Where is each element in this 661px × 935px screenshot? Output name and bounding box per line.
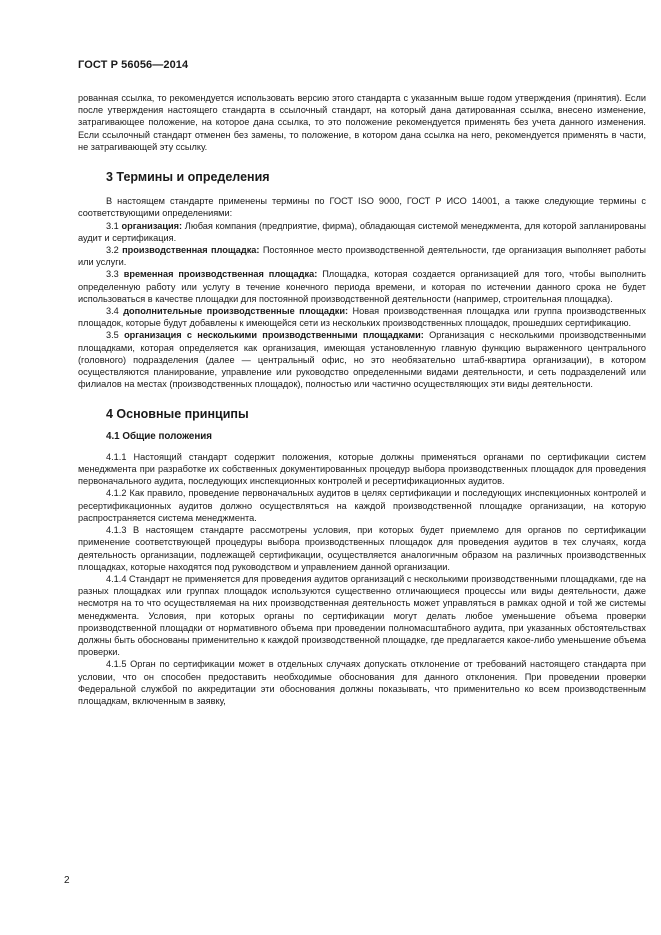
section-4-title: 4 Основные принципы: [106, 407, 249, 422]
section-3-title: 3 Термины и определения: [106, 170, 270, 185]
term-name: дополнительные производственные площадки:: [123, 306, 349, 317]
term-3-1: 3.1 организация: Любая компания (предприятие, фирма), обладающая системой менеджмента, для которой запланированы аудит и сертификация.: [78, 220, 647, 243]
intro-tail-paragraph: рованная ссылка, то рекомендуется использовать версию этого стандарта с указанным выше годом утверждения (принятия). Если после утверждения настоящего стандарта в ссылочный стандарт, на который дана датированная ссылка, внесено изменение, затрагивающее положение, на которое дана ссылка, то это положение рекомендуется применять без учета данного изменения. Если ссылочный стандарт отменен без замены, то положение, в котором дана ссылка на него, рекомендуется применять в части, не затрагивающей эту ссылку.: [78, 93, 646, 152]
section-4-1-title: 4.1 Общие положения: [106, 430, 213, 442]
term-name: временная производственная площадка:: [123, 269, 318, 280]
term-3-3: 3.3 временная производственная площадка: Площадка, которая создается организацией для того, чтобы выполнить определенную работу или услугу в течение конечного периода времени, и которая по истечении данного срока не будет использоваться в качестве площадки для постоянной производственной деятельности (например, строительная площадка).: [78, 269, 647, 304]
paragraph-4-1-1: 4.1.1 Настоящий стандарт содержит положения, которые должны применяться органами по сертификации систем менеджмента при разработке их собственных документированных процедур выбора производственных площадок для проведения первоначального аудита, последующих инспекционных контролей и ресертификационных аудитов.: [78, 451, 646, 487]
paragraph-4-1-5: 4.1.5 Орган по сертификации может в отдельных случаях допускать отклонение от требований настоящего стандарта при условии, что он способен предоставить необходимые обоснования для данного отклонения. При проведении проверки Федеральной службой по аккредитации эти обоснования должны показывать, что применительно ко всем производственным площадкам, включенным в заявку,: [78, 659, 646, 706]
section-3-intro: В настоящем стандарте применены термины по ГОСТ ISO 9000, ГОСТ Р ИСО 14001, а также следующие термины с соответствующими определениями:: [78, 196, 646, 219]
term-3-5: 3.5 организация с несколькими производственными площадками: Организация с несколькими производственными площадками, которая определяется как организация, имеющая установленную главную функцию выраженного центрального (головного) подразделения (далее — центральный офис, но это необязательно штаб-квартира организации), в котором осуществляются планирование, управление или руководство определенными видами деятельности, и сеть подразделений или филиалов на местах (производственных площадок), полностью или частично осуществляющих эти виды деятельности.: [78, 330, 646, 390]
paragraph-4-1-2: 4.1.2 Как правило, проведение первоначальных аудитов в целях сертификации и последующих инспекционных контролей и ресертификационных аудитов должно осуществляться на каждой производственной площадке организации, на которую распространяется система менеджмента.: [78, 488, 646, 523]
paragraph-4-1-4: 4.1.4 Стандарт не применяется для проведения аудитов организаций с несколькими производственными площадками, где на разных площадках или группах площадок используются существенно отличающиеся процессы или виды деятельности, даже несмотря на то что осуществляемая на них производственная деятельность может управляться в рамках одной и той же системы менеджмента. Условия, при которых органы по сертификации могут делать любое уменьшение объема проверки производственной площадки от нормативного объема при проведении полномасштабного аудита, при указанных обстоятельствах должны быть обоснованы применительно к каждой производственной площадке, где предлагается какое-либо уменьшение объема проверки.: [78, 573, 646, 658]
term-name: организация с несколькими производственными площадками:: [124, 330, 424, 341]
term-name: производственная площадка:: [122, 245, 260, 256]
page-number: 2: [64, 875, 70, 886]
term-3-2: 3.2 производственная площадка: Постоянное место производственной деятельности, где организация выполняет работы или услуги.: [78, 245, 646, 268]
term-name: организация:: [121, 220, 183, 231]
term-3-4: 3.4 дополнительные производственные площадки: Новая производственная площадка или группа производственных площадок, которые будут добавлены к имеющейся сети из нескольких производственных площадок, прошедших сертификацию.: [78, 306, 647, 329]
document-header: ГОСТ Р 56056—2014: [78, 59, 189, 71]
paragraph-4-1-3: 4.1.3 В настоящем стандарте рассмотрены условия, при которых будет приемлемо для органов по сертификации применение соответствующей процедуры выбора производственных площадок для проведения аудитов в тех случаях, когда деятельность организации, подлежащей сертификации, осуществляется аналогичным образом на различных производственных площадках, которые находятся под руководством и управлением данной организации.: [78, 525, 646, 572]
page-content: [78, 92, 646, 707]
